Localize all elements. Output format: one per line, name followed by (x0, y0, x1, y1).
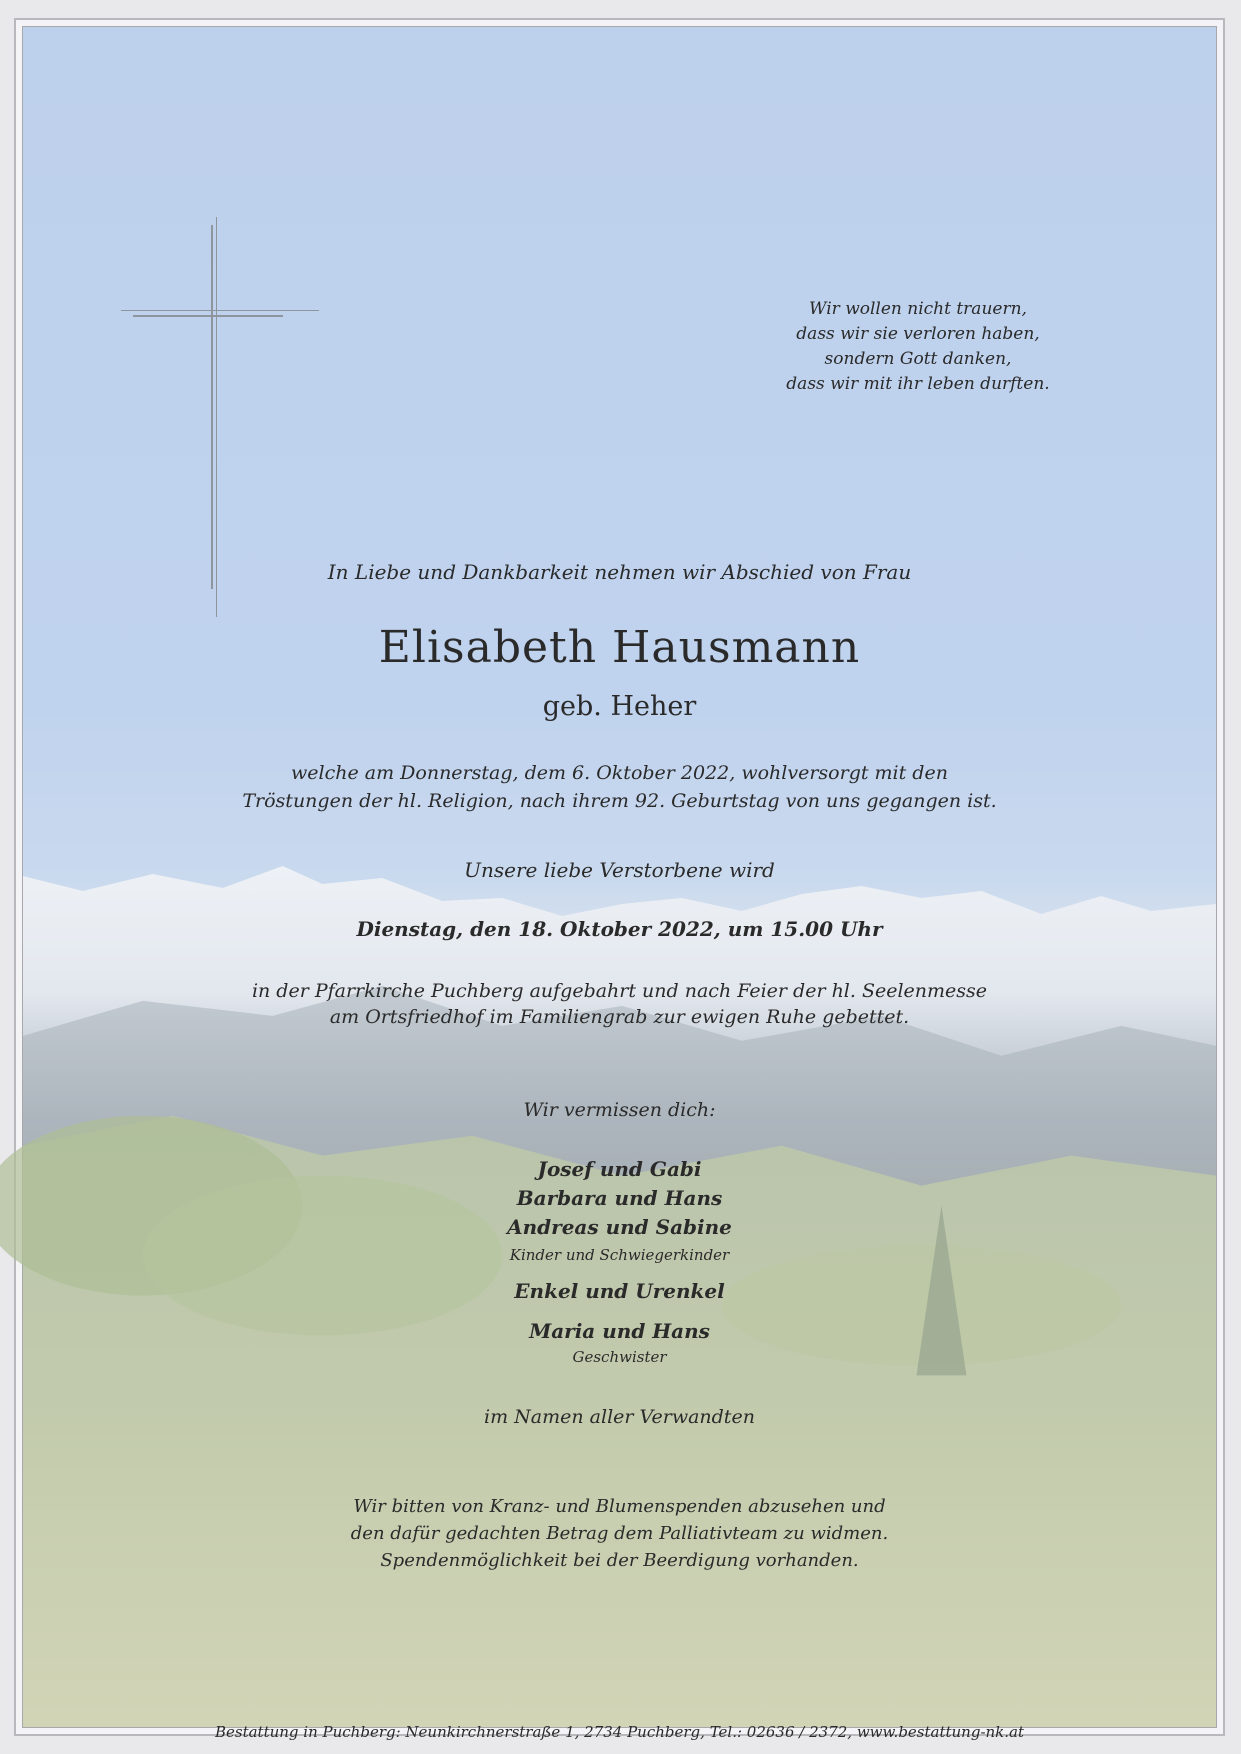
cross-vertical-line-2 (216, 217, 217, 617)
ceremony-line: am Ortsfriedhof im Familiengrab zur ewigen Ruhe gebettet. (329, 1006, 910, 1028)
quote-line: sondern Gott danken, (824, 349, 1012, 369)
quote-line: dass wir sie verloren haben, (796, 324, 1040, 344)
miss-you-line: Wir vermissen dich: (523, 1099, 716, 1121)
obituary-card (22, 26, 1217, 1741)
cross-horizontal-line-2 (133, 315, 283, 317)
donation-notice (23, 1493, 1216, 1574)
passing-line: welche am Donnerstag, dem 6. Oktober 2022, wohlversorgt mit den (291, 762, 948, 784)
donation-line: den dafür gedachten Betrag dem Palliativteam zu widmen. (350, 1523, 889, 1544)
donation-line: Wir bitten von Kranz- und Blumenspenden abzusehen und (353, 1496, 886, 1517)
laid-out-intro: Unsere liebe Verstorbene wird (464, 858, 775, 882)
family-children-1: Josef und Gabi (537, 1157, 702, 1181)
funeral-date: Dienstag, den 18. Oktober 2022, um 15.00 Uhr (356, 917, 883, 941)
family-siblings: Maria und Hans (529, 1319, 710, 1343)
quote-line: Wir wollen nicht trauern, (809, 299, 1027, 319)
maiden-name: geb. Heher (542, 691, 697, 722)
passing-line: Tröstungen der hl. Religion, nach ihrem 92. Geburtstag von uns gegangen ist. (242, 790, 997, 812)
closing-line: im Namen aller Verwandten (484, 1406, 755, 1428)
cross-horizontal-line-1 (121, 310, 319, 311)
family-children-2: Barbara und Hans (516, 1186, 723, 1210)
memorial-quote (703, 297, 1133, 397)
family-grandchildren: Enkel und Urenkel (514, 1279, 725, 1303)
ceremony-line: in der Pfarrkirche Puchberg aufgebahrt und nach Feier der hl. Seelenmesse (251, 980, 988, 1002)
intro-line: In Liebe und Dankbarkeit nehmen wir Abschied von Frau (327, 560, 912, 584)
family-children-3: Andreas und Sabine (507, 1215, 732, 1239)
passing-notice (23, 759, 1216, 815)
deceased-name: Elisabeth Hausmann (378, 622, 861, 673)
cross-vertical-line-1 (211, 225, 213, 589)
donation-line: Spendenmöglichkeit bei der Beerdigung vorhanden. (380, 1550, 859, 1571)
ceremony-notice (23, 978, 1216, 1030)
children-label: Kinder und Schwiegerkinder (509, 1246, 730, 1264)
siblings-label: Geschwister (572, 1348, 667, 1366)
quote-line: dass wir mit ihr leben durften. (786, 374, 1050, 394)
funeral-home-footer: Bestattung in Puchberg: Neunkirchnerstraße 1, 2734 Puchberg, Tel.: 02636 / 2372, www.bestattung-nk.at (214, 1723, 1025, 1741)
